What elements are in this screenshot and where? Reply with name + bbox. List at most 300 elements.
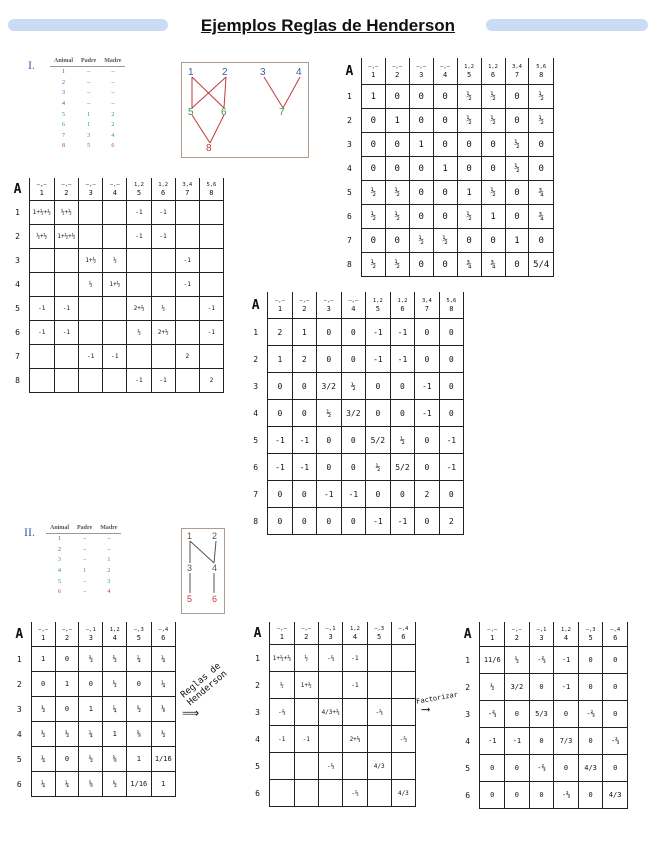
matrix-col-header: [391, 622, 415, 645]
matrix-cell: -⅔: [529, 647, 554, 674]
matrix-cell: ½: [341, 373, 366, 400]
matrix-cell: [343, 753, 367, 780]
col-id: 1: [277, 305, 283, 313]
pedigree-graph-1-svg: [182, 63, 308, 157]
matrix-col-header: [316, 292, 341, 319]
matrix-row-label: 1: [338, 85, 361, 109]
matrix-cell: 0: [505, 701, 530, 728]
pedigree-cell: –: [87, 101, 91, 108]
col-parents: –,–: [85, 182, 96, 188]
matrix-row-label: 5: [6, 297, 29, 321]
pedigree-row: [50, 99, 125, 110]
matrix-cell: 1: [409, 133, 433, 157]
matrix-row: [8, 672, 176, 697]
matrix-cell: -⅔: [554, 782, 579, 809]
pedigree-graph-2: [181, 528, 225, 614]
col-id: 4: [352, 633, 358, 641]
pedigree-cell: –: [83, 557, 87, 564]
matrix-cell: 1+½+⅓: [269, 645, 294, 672]
matrix-col-header: [390, 292, 415, 319]
pedigree-cell: 1: [87, 111, 91, 118]
matrix-cell: [175, 369, 199, 393]
matrix-cell: ¼: [79, 722, 103, 747]
matrix-cell: 0: [480, 782, 505, 809]
matrix-cell: ½: [316, 400, 341, 427]
matrix-cell: -1: [151, 369, 175, 393]
matrix-cell: 0: [55, 747, 79, 772]
col-id: 7: [185, 189, 190, 197]
pedigree-cell: –: [83, 578, 87, 585]
col-parents: –,–: [440, 64, 451, 70]
pedigree-cell: –: [111, 90, 115, 97]
matrix-cell: 0: [578, 782, 603, 809]
col-id: 6: [401, 633, 406, 641]
matrix-cell: [127, 273, 151, 297]
matrix-cell: ⅛: [151, 697, 175, 722]
matrix-cell: 0: [292, 481, 316, 508]
section-2-label: II.: [24, 525, 35, 539]
matrix-cell: 0: [385, 85, 409, 109]
col-id: 7: [514, 71, 520, 79]
matrix-row-label: 4: [6, 273, 29, 297]
matrix-row-label: 4: [456, 728, 480, 755]
pedigree-cell: 1: [87, 122, 91, 129]
matrix-row: [246, 726, 416, 753]
matrix-cell: ½: [103, 647, 127, 672]
matrix-row-label: 6: [8, 772, 31, 797]
col-parents: –,1: [325, 626, 336, 632]
matrix-cell: [367, 672, 391, 699]
pedigree-cell: 3: [87, 132, 91, 139]
matrix-cell: -⅔: [269, 699, 294, 726]
matrix-cell: -1: [29, 321, 54, 345]
page-title: Ejemplos Reglas de Henderson: [200, 16, 456, 35]
pedigree-row: [50, 120, 125, 131]
matrix-cell: 4/3: [603, 782, 628, 809]
matrix-cell: 1+½+½: [54, 225, 79, 249]
matrix-cell: [175, 297, 199, 321]
matrix-cell: 0: [341, 508, 366, 535]
col-parents: 1,2: [464, 64, 475, 70]
matrix-cell: ½: [480, 674, 505, 701]
matrix-row: [8, 697, 176, 722]
matrix-row: [246, 699, 416, 726]
matrix-cell: ½: [103, 772, 127, 797]
pedigree-header: Padre: [73, 525, 96, 534]
pedigree-graph-2-svg: [182, 529, 224, 613]
matrix-cell: 0: [554, 755, 579, 782]
matrix-cell: 1+½: [79, 249, 103, 273]
graph2-node-4: 4: [212, 563, 218, 573]
matrix-row: [338, 181, 554, 205]
matrix-cell: 0: [409, 109, 433, 133]
factorizar-label: Factorizar: [415, 690, 459, 706]
matrix-cell: ½: [294, 645, 318, 672]
matrix-cell: 1/16: [127, 772, 151, 797]
matrix-row: [6, 369, 224, 393]
matrix-row-label: 1: [244, 319, 268, 346]
matrix-row-label: 2: [244, 346, 268, 373]
col-parents: 1,2: [397, 298, 408, 304]
matrix-row: [456, 782, 628, 809]
matrix-cell: 0: [341, 346, 366, 373]
col-parents: 3,4: [182, 182, 193, 188]
matrix-cell: [199, 345, 223, 369]
matrix-cell: [103, 225, 127, 249]
matrix-cell: -1: [439, 454, 463, 481]
matrix-cell: 2: [415, 481, 439, 508]
matrix-cell: -1: [415, 400, 439, 427]
matrix-a-section-2: [8, 622, 176, 797]
matrix-row: [246, 780, 416, 807]
matrix-cell: 0: [457, 157, 481, 181]
matrix-cell: 0: [316, 346, 341, 373]
matrix-cell: [367, 780, 391, 807]
matrix-row-label: 1: [456, 647, 480, 674]
matrix-col-header: [31, 622, 55, 647]
matrix-row: [246, 645, 416, 672]
matrix-cell: 0: [385, 229, 409, 253]
matrix-row-label: 3: [456, 701, 480, 728]
matrix-cell: 4/3: [391, 780, 415, 807]
matrix-corner-label: A: [251, 297, 260, 313]
matrix-row-label: 5: [338, 181, 361, 205]
pedigree-header: Madre: [96, 525, 121, 534]
matrix-cell: 0: [390, 400, 415, 427]
matrix-row: [244, 346, 464, 373]
matrix-cell: ½: [366, 454, 391, 481]
matrix-cell: -1: [505, 728, 530, 755]
pedigree-row: [46, 534, 121, 545]
matrix-row: [8, 747, 176, 772]
matrix-cell: [367, 726, 391, 753]
pedigree-cell: 2: [58, 546, 61, 553]
matrix-cell: 4/3: [578, 755, 603, 782]
pedigree-cell: 5: [62, 111, 65, 118]
col-id: 4: [351, 305, 356, 313]
col-parents: –,–: [274, 298, 285, 304]
matrix-cell: 1: [361, 85, 385, 109]
matrix-cell: 1: [292, 319, 316, 346]
matrix-col-header: [367, 622, 391, 645]
matrix-cell: -1: [175, 249, 199, 273]
matrix-cell: ⅛: [103, 747, 127, 772]
pedigree-cell: 4: [111, 132, 115, 139]
col-id: 2: [514, 634, 519, 642]
henderson-arrow: [178, 661, 248, 724]
matrix-cell: -⅔: [367, 699, 391, 726]
matrix-col-header: [554, 622, 579, 647]
matrix-col-header: [366, 292, 391, 319]
col-parents: –,–: [62, 627, 72, 633]
matrix-row: [244, 400, 464, 427]
matrix-cell: 2: [439, 508, 463, 535]
matrix-cell: 1: [31, 647, 55, 672]
matrix-cell: ½: [481, 85, 505, 109]
matrix-cell: ½: [103, 672, 127, 697]
col-id: 5: [377, 633, 382, 641]
matrix-row-label: 7: [244, 481, 268, 508]
matrix-cell: ½: [457, 85, 481, 109]
matrix-cell: 0: [529, 133, 554, 157]
matrix-row: [244, 508, 464, 535]
matrix-cell: ½: [481, 109, 505, 133]
matrix-cell: ½: [409, 229, 433, 253]
col-parents: –,3: [374, 626, 385, 632]
matrix-col-header: [385, 58, 409, 85]
matrix-cell: [29, 249, 54, 273]
matrix-row-label: 2: [8, 672, 31, 697]
col-parents: 1,2: [350, 626, 360, 632]
matrix-cell: ½: [361, 205, 385, 229]
col-id: 1: [279, 633, 284, 641]
matrix-cell: 0: [268, 481, 292, 508]
matrix-cell: ¾: [457, 253, 481, 277]
arrow-right-icon: ⟶: [422, 702, 430, 716]
col-id: 4: [112, 634, 117, 642]
pedigree-cell: –: [87, 79, 91, 86]
matrix-cell: [391, 672, 415, 699]
pedigree-row: [46, 555, 121, 566]
graph1-node-1: 1: [188, 67, 194, 78]
matrix-col-header: [29, 178, 54, 201]
section-1-label: I.: [28, 58, 35, 72]
matrix-col-header: [505, 58, 529, 85]
pedigree-row: [50, 67, 125, 78]
matrix-col-header: [529, 58, 554, 85]
matrix-a-section-1: [338, 58, 554, 277]
matrix-cell: ½: [269, 672, 294, 699]
graph1-node-2: 2: [222, 67, 228, 78]
matrix-cell: ½: [361, 253, 385, 277]
matrix-row-label: 3: [6, 249, 29, 273]
matrix-cell: -1: [554, 647, 579, 674]
pedigree-cell: 6: [58, 589, 61, 596]
matrix-cell: -1: [175, 273, 199, 297]
col-id: 3: [88, 189, 93, 197]
matrix-col-header: [269, 622, 294, 645]
matrix-cell: 1: [433, 157, 457, 181]
matrix-cell: 0: [341, 427, 366, 454]
matrix-cell: -1: [127, 201, 151, 225]
matrix-col-header: [318, 622, 343, 645]
matrix-corner-label: A: [253, 625, 262, 641]
col-parents: –,–: [368, 64, 379, 70]
matrix-cell: ½: [31, 697, 55, 722]
matrix-cell: 0: [433, 85, 457, 109]
matrix-row: [6, 345, 224, 369]
col-id: 3: [539, 634, 544, 642]
matrix-cell: -1: [366, 319, 391, 346]
matrix-cell: -⅔: [480, 701, 505, 728]
matrix-cell: ½: [529, 85, 554, 109]
col-id: 6: [161, 189, 166, 197]
matrix-row: [246, 672, 416, 699]
matrix-cell: 0: [292, 400, 316, 427]
pedigree-cell: 2: [62, 79, 65, 86]
matrix-cell: ½: [433, 229, 457, 253]
matrix-cell: [54, 345, 79, 369]
pedigree-table-1: [50, 58, 125, 152]
matrix-cell: -⅔: [318, 753, 343, 780]
matrix-row-label: 5: [244, 427, 268, 454]
matrix-row-label: 2: [338, 109, 361, 133]
matrix-cell: [199, 273, 223, 297]
matrix-cell: ½: [127, 321, 151, 345]
col-parents: –,–: [38, 627, 49, 633]
matrix-cell: 1: [127, 747, 151, 772]
matrix-cell: -1: [103, 345, 127, 369]
pedigree-table-2: [46, 525, 121, 598]
graph2-node-5: 5: [187, 594, 193, 604]
pedigree-cell: 1: [62, 69, 65, 76]
matrix-row: [6, 321, 224, 345]
matrix-cell: 0: [433, 109, 457, 133]
matrix-cell: 5/2: [390, 454, 415, 481]
matrix-cell: -1: [390, 319, 415, 346]
matrix-cell: ¾: [529, 181, 554, 205]
matrix-cell: -1: [54, 297, 79, 321]
matrix-cell: 1: [55, 672, 79, 697]
col-parents: –,3: [133, 627, 144, 633]
matrix-cell: [103, 369, 127, 393]
pedigree-header: Padre: [77, 58, 100, 67]
matrix-cell: -1: [415, 373, 439, 400]
matrix-cell: -1: [294, 726, 318, 753]
col-id: 5: [136, 189, 142, 197]
matrix-row-label: 1: [8, 647, 31, 672]
matrix-cell: 0: [409, 157, 433, 181]
matrix-row: [456, 701, 628, 728]
col-id: 4: [112, 189, 117, 197]
matrix-cell: [175, 201, 199, 225]
matrix-row-label: 7: [6, 345, 29, 369]
matrix-cell: ½: [79, 647, 103, 672]
matrix-cell: 0: [415, 427, 439, 454]
col-parents: 3,4: [512, 64, 522, 70]
matrix-row-label: 4: [8, 722, 31, 747]
matrix-cell: 1+½+½: [29, 201, 54, 225]
matrix-cell: 0: [31, 672, 55, 697]
matrix-row: [338, 205, 554, 229]
matrix-row: [456, 674, 628, 701]
col-id: 6: [613, 634, 618, 642]
matrix-cell: 0: [603, 674, 628, 701]
matrix-cell: -1: [269, 726, 294, 753]
col-id: 6: [161, 634, 166, 642]
matrix-cell: 2+½: [151, 321, 175, 345]
matrix-cell: 1: [268, 346, 292, 373]
matrix-cell: [269, 753, 294, 780]
matrix-cell: [29, 369, 54, 393]
matrix-col-header: [415, 292, 439, 319]
matrix-ainv-section-2: [456, 622, 628, 809]
matrix-cell: 0: [481, 133, 505, 157]
matrix-cell: -1: [292, 454, 316, 481]
matrix-cell: ¼: [127, 647, 151, 672]
pedigree-graph-1: [181, 62, 309, 158]
col-parents: –,–: [416, 64, 427, 70]
col-id: 8: [539, 71, 544, 79]
matrix-col-header: [268, 292, 292, 319]
matrix-cell: [294, 753, 318, 780]
matrix-cell: 0: [578, 674, 603, 701]
matrix-cell: [391, 753, 415, 780]
matrix-cell: 0: [415, 346, 439, 373]
matrix-col-header: [457, 58, 481, 85]
matrix-row: [338, 109, 554, 133]
matrix-cell: 0: [409, 181, 433, 205]
matrix-cell: 3/2: [316, 373, 341, 400]
matrix-cell: 0: [481, 157, 505, 181]
matrix-col-header: [529, 622, 554, 647]
matrix-cell: -1: [127, 369, 151, 393]
matrix-cell: 0: [439, 481, 463, 508]
matrix-cell: -1: [151, 201, 175, 225]
matrix-row-label: 5: [8, 747, 31, 772]
matrix-cell: ¼: [103, 697, 127, 722]
col-parents: 3,4: [421, 298, 432, 304]
matrix-cell: -1: [29, 297, 54, 321]
matrix-cell: 0: [505, 253, 529, 277]
matrix-cell: ½: [505, 157, 529, 181]
pedigree-row: [50, 78, 125, 89]
col-parents: –,–: [61, 182, 72, 188]
col-id: 1: [490, 634, 495, 642]
matrix-col-header: [433, 58, 457, 85]
matrix-cell: 0: [439, 319, 463, 346]
pedigree-row: [50, 109, 125, 120]
matrix-cell: 1: [103, 722, 127, 747]
matrix-cell: -1: [79, 345, 103, 369]
matrix-cell: -⅔: [318, 645, 343, 672]
pedigree-cell: –: [107, 546, 111, 553]
matrix-cell: ½: [457, 109, 481, 133]
matrix-cell: 0: [366, 481, 391, 508]
pedigree-cell: 4: [107, 589, 111, 596]
matrix-cell: 7/3: [554, 728, 579, 755]
pedigree-cell: –: [107, 536, 111, 543]
matrix-cell: ½: [505, 647, 530, 674]
matrix-col-header: [151, 622, 175, 647]
pedigree-cell: 5: [58, 578, 61, 585]
col-id: 5: [588, 634, 593, 642]
matrix-cell: 0: [505, 755, 530, 782]
matrix-cell: 0: [55, 647, 79, 672]
matrix-cell: 0: [268, 373, 292, 400]
pedigree-cell: 2: [107, 568, 111, 575]
matrix-col-header: [127, 622, 151, 647]
matrix-cell: ¾: [529, 205, 554, 229]
matrix-cell: ½: [385, 181, 409, 205]
graph1-node-7: 7: [279, 107, 285, 118]
matrix-cell: 1+½: [294, 672, 318, 699]
matrix-row-label: 3: [338, 133, 361, 157]
col-parents: –,–: [301, 626, 312, 632]
matrix-cell: 0: [316, 427, 341, 454]
graph2-node-6: 6: [212, 594, 218, 604]
matrix-cell: 0: [409, 253, 433, 277]
matrix-cell: 0: [55, 697, 79, 722]
matrix-row: [244, 481, 464, 508]
pedigree-row: [46, 576, 121, 587]
matrix-cell: [199, 249, 223, 273]
matrix-col-header: [578, 622, 603, 647]
matrix-cell: 0: [554, 701, 579, 728]
matrix-cell: -⅔: [529, 755, 554, 782]
pedigree-row: [46, 587, 121, 598]
matrix-cell: 0: [415, 454, 439, 481]
